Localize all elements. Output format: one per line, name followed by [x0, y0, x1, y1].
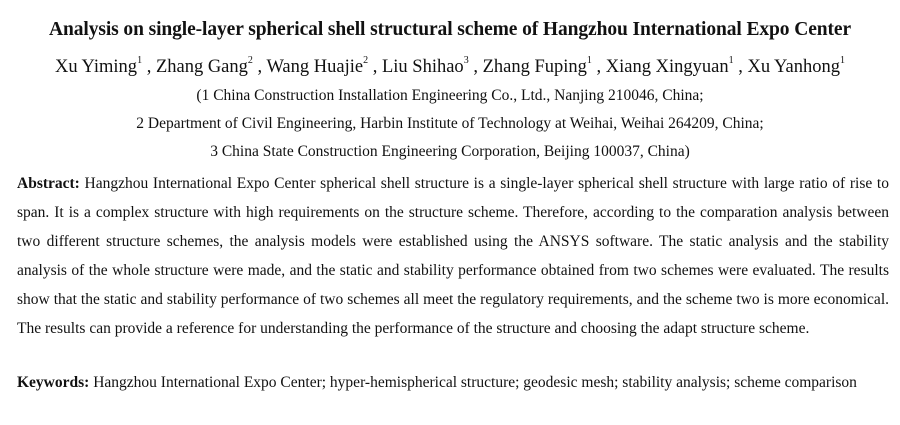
keywords-label: Keywords:: [17, 374, 90, 391]
affiliation-line: (1 China Construction Installation Engineering Co., Ltd., Nanjing 210046, China;: [196, 87, 704, 104]
author-affiliation-mark: 2: [363, 55, 369, 66]
keywords-text: Hangzhou International Expo Center; hyper-hemispherical structure; geodesic mesh; stability analysis; scheme comparison: [93, 374, 857, 391]
author: [747, 57, 845, 77]
author-name: Zhang Gang: [155, 57, 248, 77]
author-name: Xiang Xingyuan: [605, 57, 729, 77]
author-separator: ,: [252, 57, 267, 77]
author-separator: ,: [591, 57, 606, 77]
author-affiliation-mark: 1: [728, 55, 734, 66]
author: [382, 57, 469, 77]
author-name: Xu Yiming: [55, 57, 138, 77]
author: [55, 57, 142, 77]
author-affiliation-mark: 2: [247, 55, 253, 66]
affiliation-line: 3 China State Construction Engineering Corporation, Beijing 100037, China): [210, 143, 690, 160]
abstract-label: Abstract:: [17, 175, 80, 192]
author-affiliation-mark: 1: [137, 55, 143, 66]
author-affiliation-mark: 1: [586, 55, 592, 66]
author: [156, 57, 253, 77]
paper-title: Analysis on single-layer spherical shell structural scheme of Hangzhou International Expo Center: [49, 19, 851, 40]
author: [266, 57, 368, 77]
author-name: Xu Yanhong: [747, 57, 840, 77]
affiliation-line: 2 Department of Civil Engineering, Harbin Institute of Technology at Weihai, Weihai 264209, China;: [136, 115, 764, 132]
author-affiliation-mark: 3: [463, 55, 469, 66]
author-separator: ,: [733, 57, 748, 77]
keywords-paragraph: [17, 369, 889, 397]
abstract-paragraph: [17, 169, 889, 343]
author-name: Liu Shihao: [381, 57, 464, 77]
author: [483, 57, 592, 77]
author-separator: ,: [368, 57, 382, 77]
author-list: [0, 54, 900, 80]
abstract-text: Hangzhou International Expo Center spherical shell structure is a single-layer spherical shell structure with large ratio of rise to span. It is a complex structure with high requirements on the structure scheme. Therefore, according to the comparation analysis between two different structure schemes, the analysis models were established using the ANSYS software. The static analysis and the stability analysis of the whole structure were made, and the static and stability performance obtained from two schemes were evaluated. The results show that the static and stability performance of two schemes all meet the regulatory requirements, and the scheme two is more economical. The results can provide a reference for understanding the performance of the structure and choosing the adapt structure scheme.: [17, 175, 889, 337]
author: [606, 57, 734, 77]
author-affiliation-mark: 1: [839, 55, 845, 66]
author-separator: ,: [468, 57, 483, 77]
author-separator: ,: [142, 57, 156, 77]
author-name: Zhang Fuping: [482, 57, 587, 77]
author-name: Wang Huajie: [266, 57, 364, 77]
